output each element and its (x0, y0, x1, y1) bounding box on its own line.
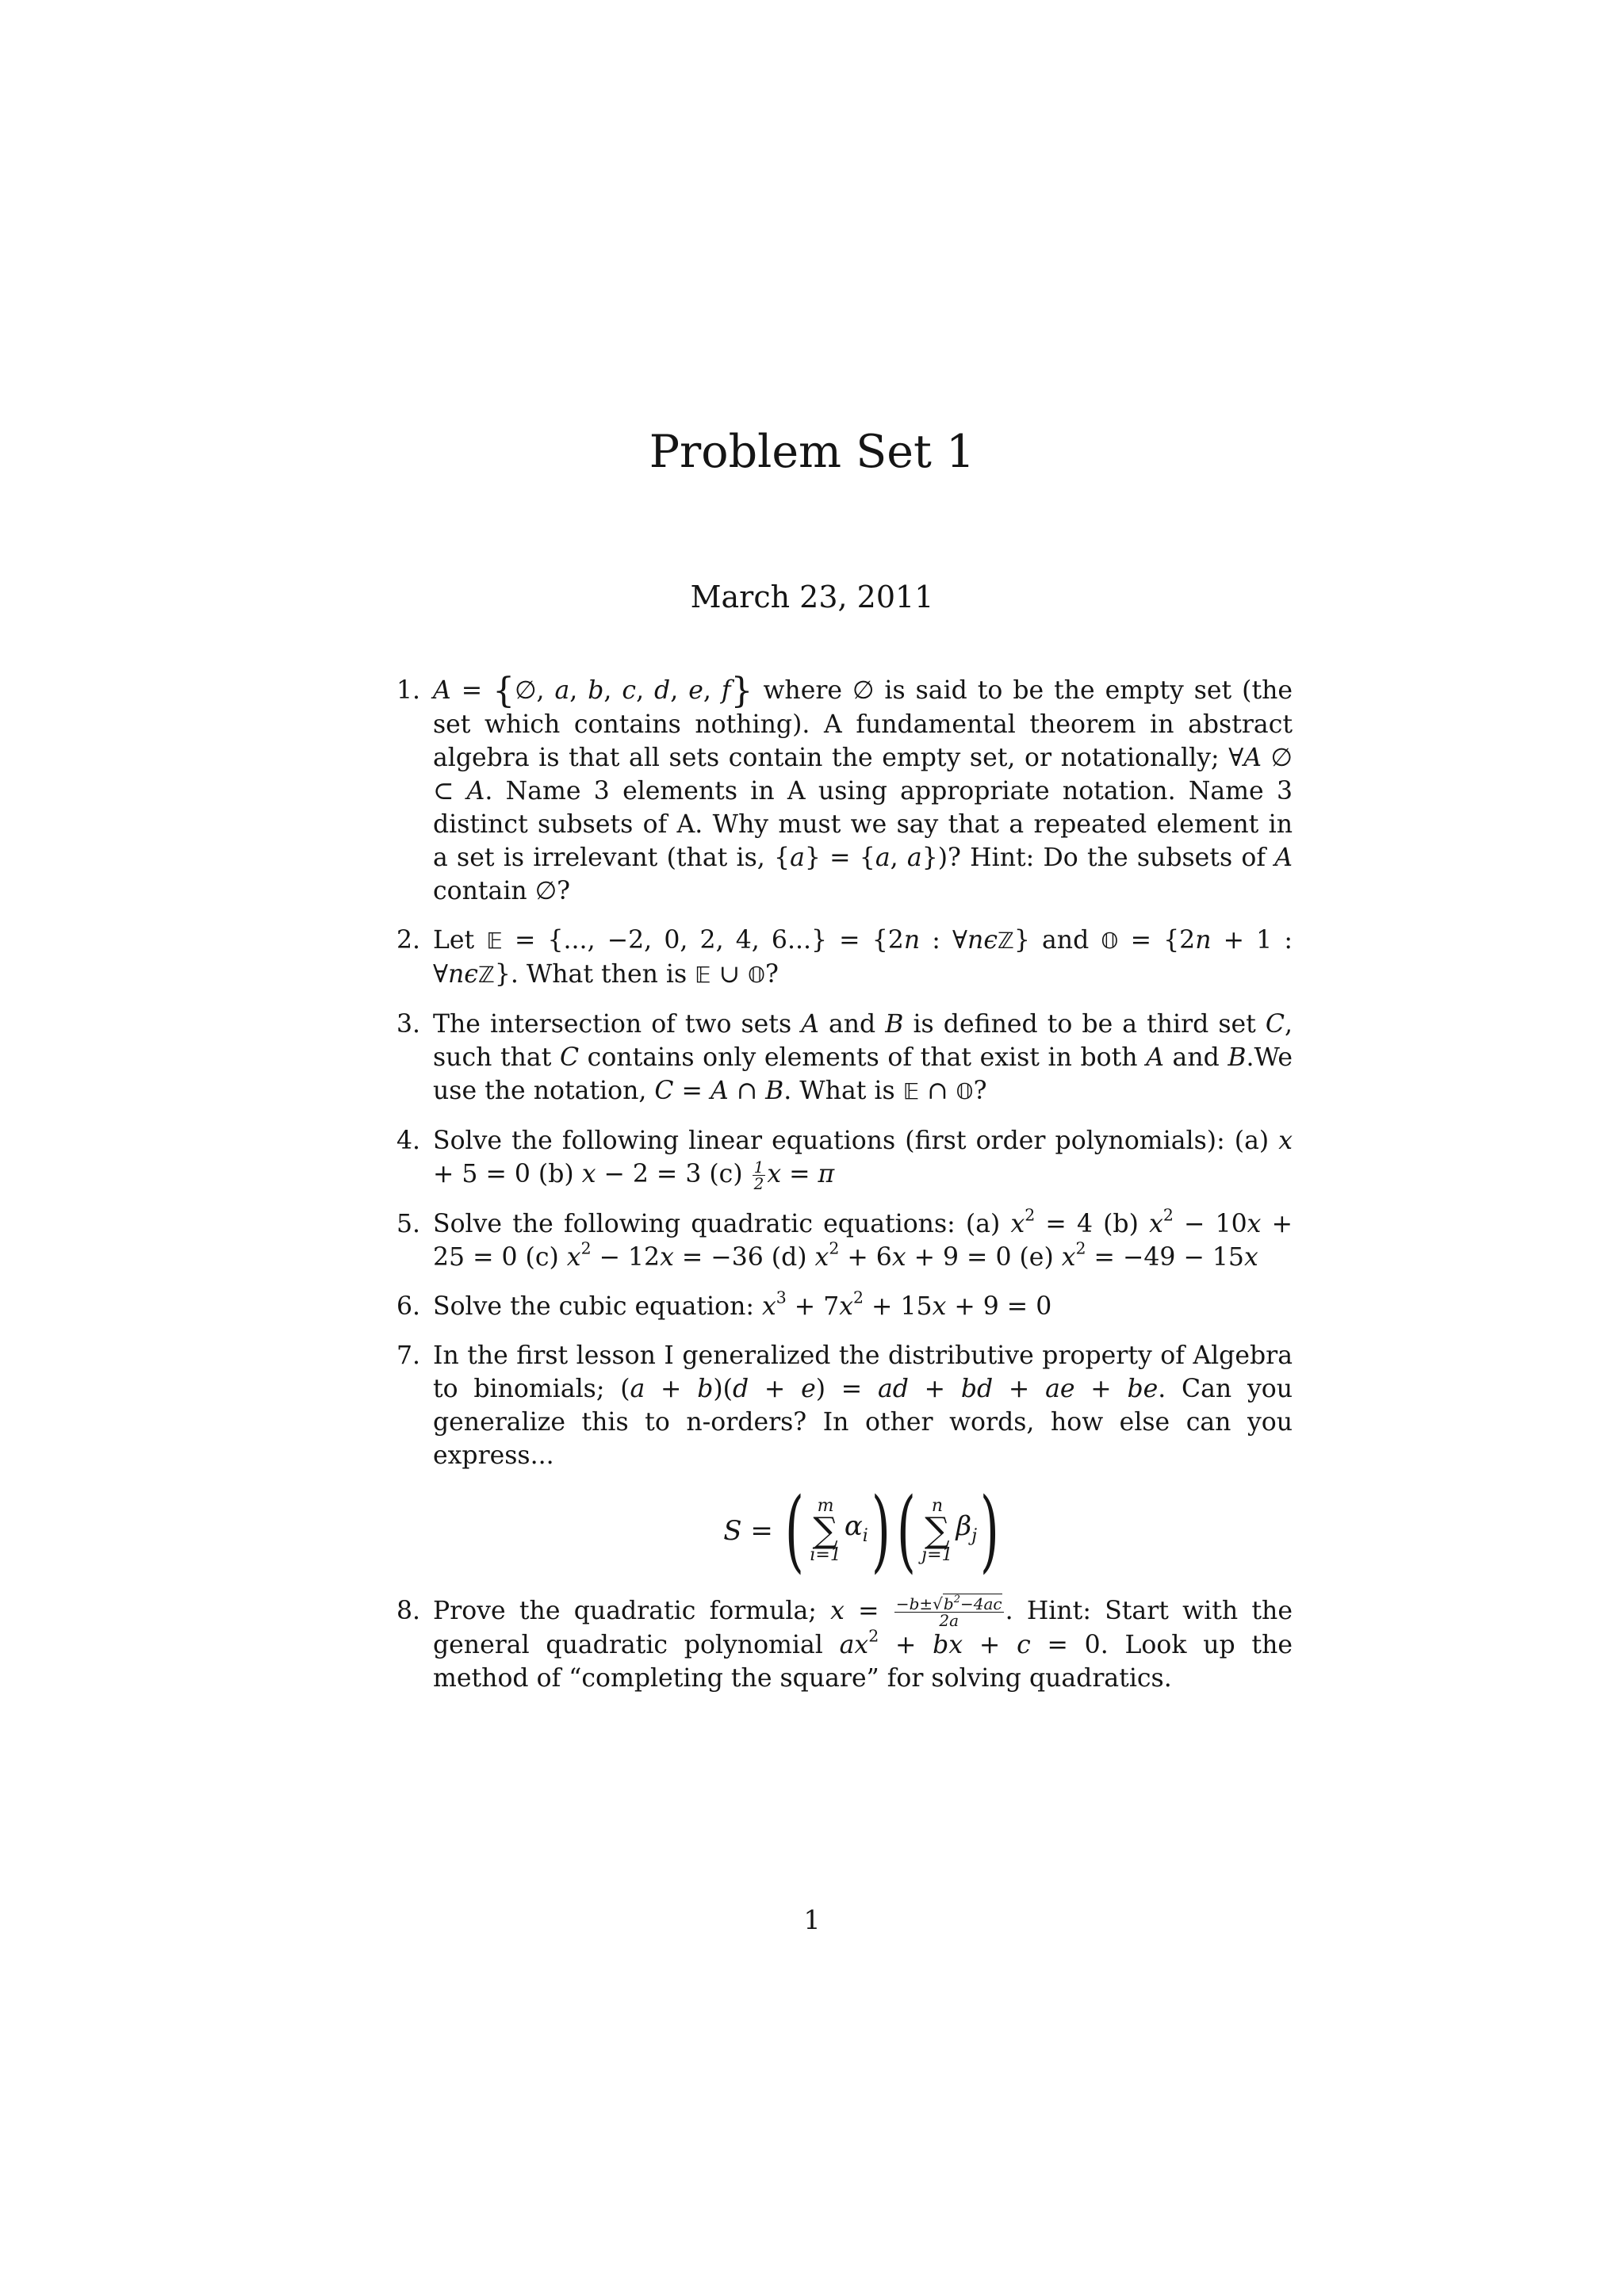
problem-text: Prove the quadratic formula; x = $\frac{-b\pm√b^2-4ac}{2a}$ . Hint: Start with the general quadratic polynomial $ax^2$ + bx + c = 0. Look up the method of “completing the square” for solving quadratics. (433, 1593, 1293, 1693)
problem-number: 1. (396, 676, 421, 705)
page-number: 1 (803, 1904, 821, 1935)
document-date: March 23, 2011 (690, 580, 934, 614)
problem-text: Solve the following quadratic equations: (a) $x^2 = 4$ (b) $x^2 - 10x + 25 = 0$ (c) $x^2 - 12x = -36$ (d) $x^2 + 6x + 9 = 0$ (e) $x^2 = -49 - 15x$ (433, 1205, 1293, 1272)
problem-text: Solve the cubic equation: $x^3 + 7x^2 + 15x + 9 = 0$ (433, 1288, 1052, 1321)
quadratic-fraction: $\frac{-b\pm√b^2-4ac}{2a}$ (895, 1593, 1002, 1630)
problem-item (396, 1594, 1293, 1695)
display-equation: S = ( m ∑ i=1 $\alpha_i$ ) ( n ∑ j=1 $\beta_j$ ) (723, 1479, 999, 1582)
problem-number: 4. (396, 1127, 421, 1155)
problem-text: Let 𝔼 = {..., −2, 0, 2, 4, 6...} = {2n : ∀nϵℤ} and 𝕆 = {2n + 1 : ∀nϵℤ}. What then is 𝔼 ∪ 𝕆? (433, 926, 1293, 989)
fraction: $\frac{1}{2}$ (753, 1158, 764, 1193)
problem-text: The intersection of two sets A and B is defined to be a third set C, such that C contains only elements of that exist in both A and B.We use the notation, C = A ∩ B. What is 𝔼 ∩ 𝕆? (433, 1010, 1293, 1105)
problem-text: Solve the following linear equations (first order polynomials): (a) x + 5 = 0 (b) x − 2 = 3 (c) $\frac{1}{2}$ x = π (433, 1127, 1293, 1193)
problem-number: 7. (396, 1341, 421, 1370)
problem-number: 2. (396, 926, 421, 955)
problem-text: A = {∅, a, b, c, d, e, f} where ∅ is said to be the empty set (the set which contains nothing). A fundamental theorem in abstract algebra is that all sets contain the empty set, or notationally; ∀A ∅ ⊂ A. Name 3 elements in A using appropriate notation. Name 3 distinct subsets of A. Why must we say that a repeated element in a set is irrelevant (that is, {a} = {a, a})? Hint: Do the subsets of A contain ∅? (433, 671, 1293, 905)
problem-item (396, 1008, 1293, 1108)
problem-list (396, 671, 1293, 1711)
problem-text: In the first lesson I generalized the distributive property of Algebra to binomials; (a + b)(d + e) = ad + bd + ae + be. Can you generalize this to n-orders? In other words, how else can you express... (433, 1341, 1293, 1470)
problem-item (396, 924, 1293, 992)
page-title: Problem Set 1 (649, 426, 975, 478)
problem-number: 5. (396, 1210, 421, 1238)
problem-number: 8. (396, 1597, 421, 1625)
problem-item (396, 671, 1293, 908)
problem-item (396, 1207, 1293, 1274)
problem-item (396, 1124, 1293, 1192)
problem-item (396, 1290, 1293, 1323)
problem-number: 6. (396, 1292, 421, 1321)
problem-item (396, 1339, 1293, 1582)
problem-number: 3. (396, 1010, 421, 1039)
